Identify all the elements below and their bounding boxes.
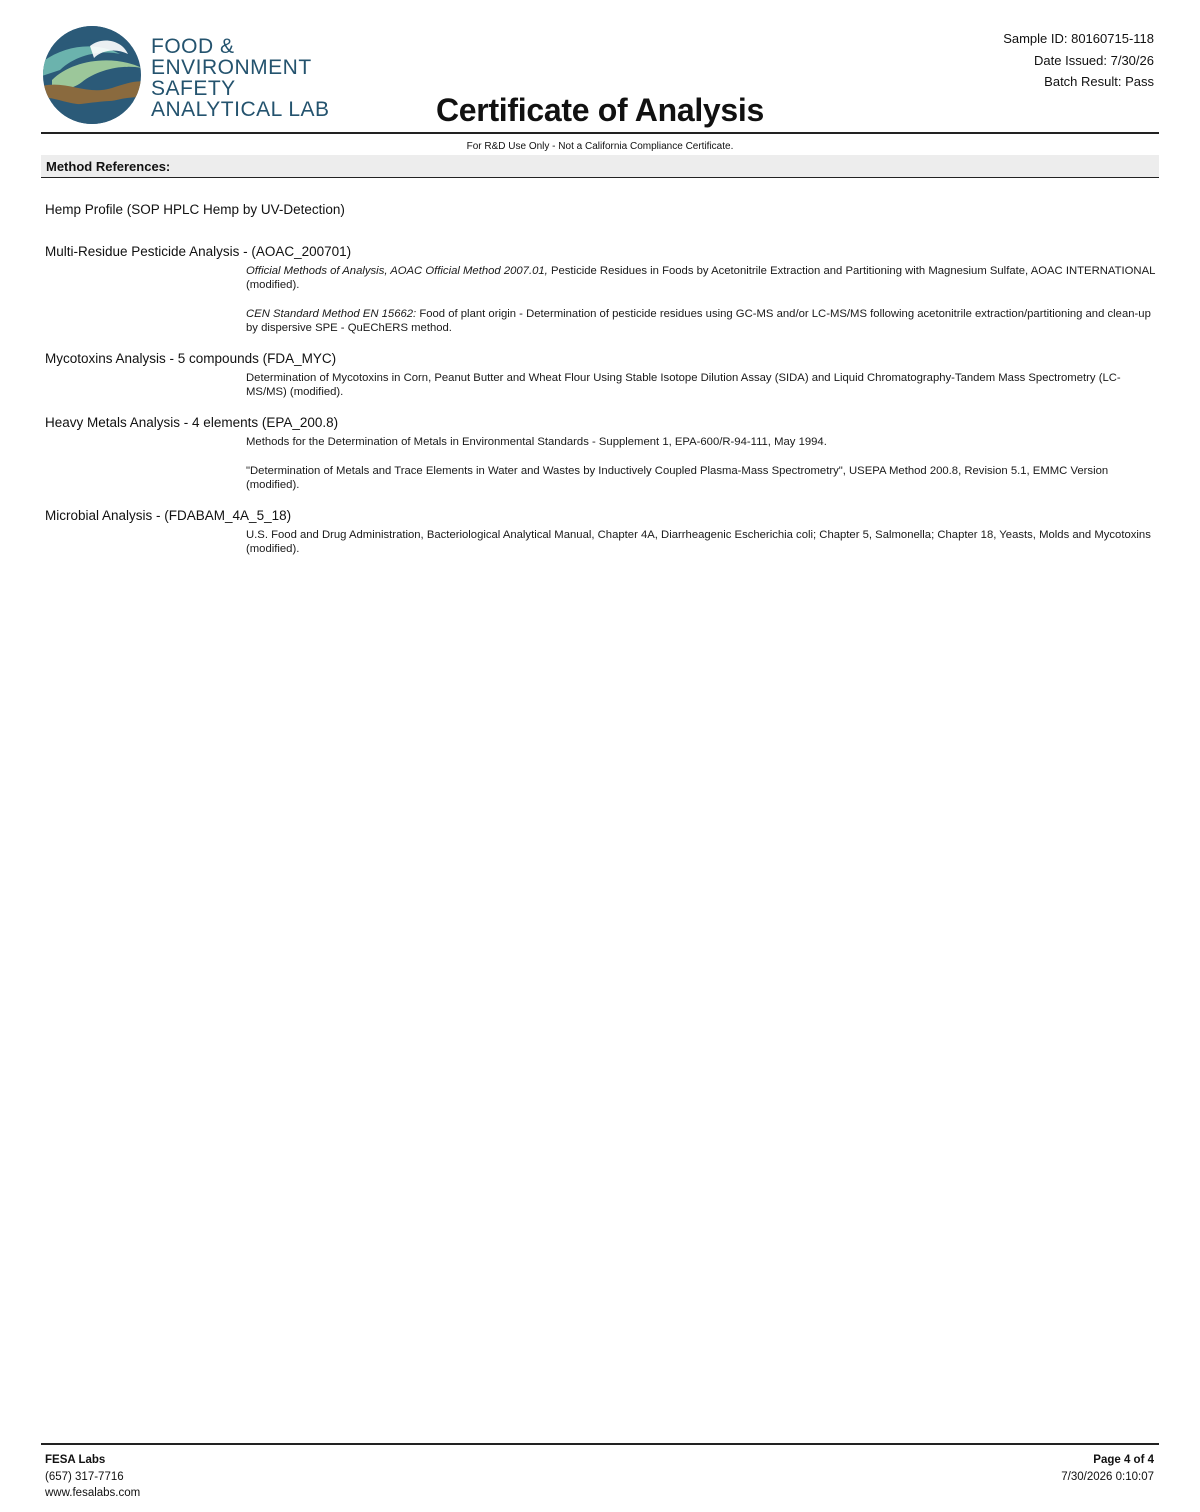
footer-website: www.fesalabs.com — [45, 1487, 141, 1499]
reference-text: Determination of Mycotoxins in Corn, Peanut Butter and Wheat Flour Using Stable Isotope Dilution Assay (SIDA) and Liquid Chromatography-Tandem Mass Spectrometry (LC-MS/MS) (modified). — [246, 372, 1121, 398]
method-reference — [246, 307, 1155, 335]
logo-line: ANALYTICAL LAB — [151, 98, 330, 121]
section-title: Method References: — [46, 159, 171, 174]
sample-meta — [1003, 28, 1154, 93]
section-header — [41, 155, 1159, 178]
footer-timestamp: 7/30/2026 0:10:07 — [1061, 1470, 1154, 1483]
footer-divider — [41, 1443, 1159, 1445]
reference-text: Pesticide Residues in Foods by Acetonitrile Extraction and Partitioning with Magnesium Sulfate, AOAC INTERNATIONAL (modified). — [246, 265, 1155, 291]
method-reference — [246, 528, 1155, 556]
method-reference — [246, 435, 1155, 449]
footer-phone: (657) 317-7716 — [45, 1470, 124, 1483]
logo-line: FOOD & — [151, 35, 235, 58]
reference-text: Methods for the Determination of Metals in Environmental Standards - Supplement 1, EPA-600/R-94-111, May 1994. — [246, 436, 827, 448]
logo-line: SAFETY — [151, 77, 236, 100]
sample-id: Sample ID: 80160715-118 — [1003, 31, 1154, 46]
header-divider — [41, 132, 1159, 134]
method-block — [45, 244, 1155, 335]
compliance-notice: For R&D Use Only - Not a California Compliance Certificate. — [466, 141, 734, 152]
reference-text: Food of plant origin - Determination of pesticide residues using GC-MS and/or LC-MS/MS following acetonitrile extraction/partitioning and clean-up by dispersive SPE - QuEChERS method. — [246, 308, 1151, 334]
logo-line: ENVIRONMENT — [151, 56, 312, 79]
method-title: Hemp Profile (SOP HPLC Hemp by UV-Detection) — [45, 202, 345, 217]
method-title: Multi-Residue Pesticide Analysis - (AOAC_200701) — [45, 244, 352, 259]
method-title: Microbial Analysis - (FDABAM_4A_5_18) — [45, 508, 292, 523]
method-block — [45, 415, 1155, 492]
reference-text: "Determination of Metals and Trace Elements in Water and Wastes by Inductively Coupled Plasma-Mass Spectrometry", USEPA Method 200.8, Revision 5.1, EMMC Version (modified). — [246, 465, 1109, 491]
method-block — [45, 202, 1155, 218]
page-title: Certificate of Analysis — [435, 92, 765, 128]
method-reference — [246, 371, 1155, 399]
reference-citation: Official Methods of Analysis, AOAC Official Method 2007.01, — [246, 265, 548, 277]
method-references-list — [45, 202, 1155, 572]
method-reference — [246, 264, 1155, 292]
method-block — [45, 508, 1155, 556]
page-number: Page 4 of 4 — [1093, 1454, 1154, 1466]
footer-company: FESA Labs — [45, 1454, 106, 1466]
batch-result: Batch Result: Pass — [1044, 74, 1154, 89]
footer-page-info — [1061, 1452, 1154, 1485]
date-issued: Date Issued: 7/30/26 — [1034, 52, 1154, 68]
footer-contact — [45, 1452, 140, 1502]
reference-text: U.S. Food and Drug Administration, Bacteriological Analytical Manual, Chapter 4A, Diarrheagenic Escherichia coli; Chapter 5, Salmonella; Chapter 18, Yeasts, Molds and Mycotoxins (modified). — [246, 529, 1151, 555]
method-title: Mycotoxins Analysis - 5 compounds (FDA_MYC) — [45, 351, 337, 366]
method-block — [45, 351, 1155, 399]
method-title: Heavy Metals Analysis - 4 elements (EPA_200.8) — [45, 415, 339, 430]
method-reference — [246, 464, 1155, 492]
reference-citation: CEN Standard Method EN 15662: — [246, 308, 417, 320]
